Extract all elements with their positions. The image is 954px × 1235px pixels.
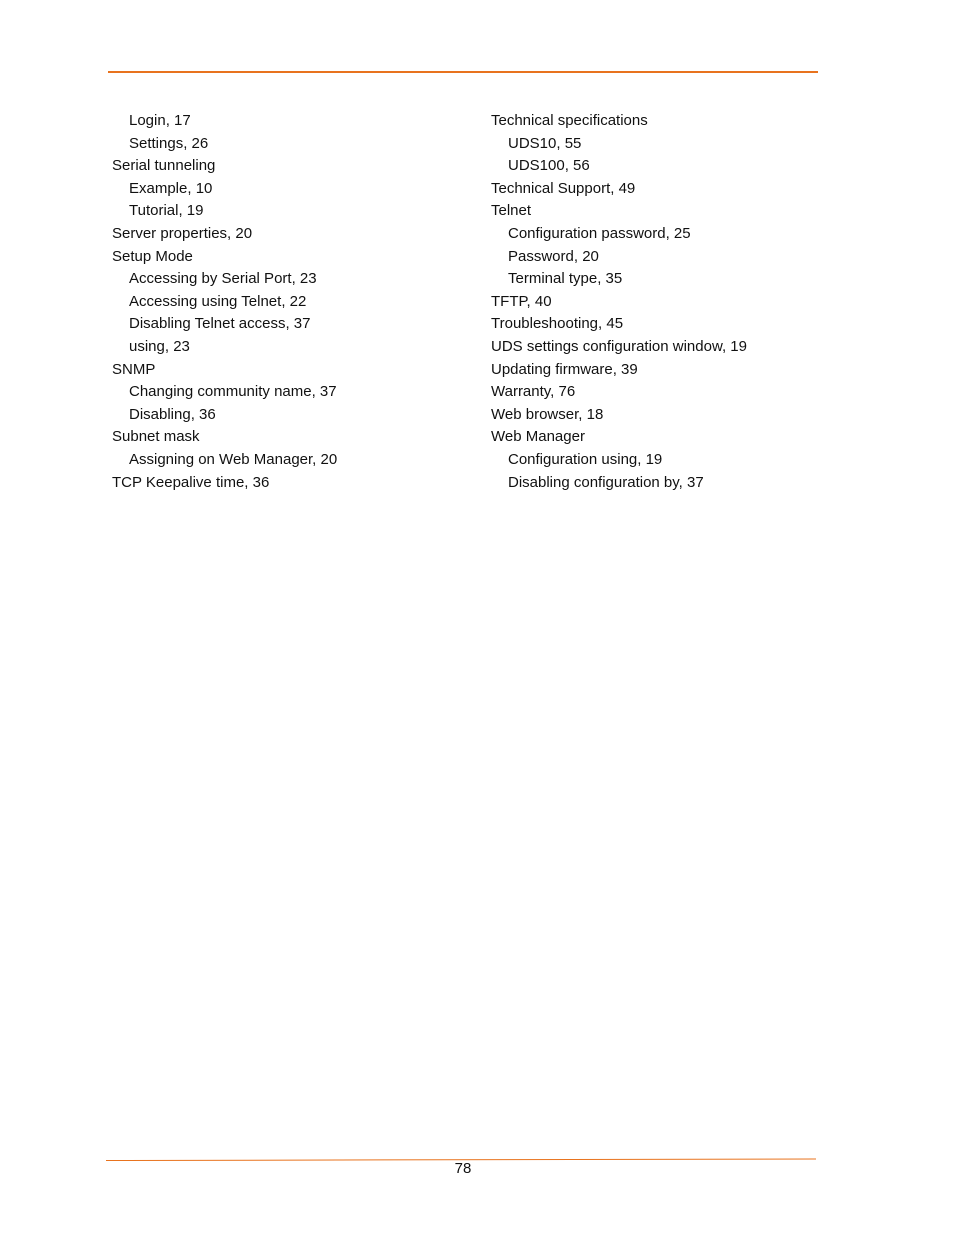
index-column-left	[112, 110, 472, 494]
index-entry: Telnet	[491, 202, 532, 220]
index-subentry: Terminal type, 35	[508, 270, 623, 288]
index-entry: Subnet mask	[112, 428, 200, 446]
index-subentry: Assigning on Web Manager, 20	[129, 450, 338, 468]
index-entry: Updating firmware, 39	[491, 360, 638, 378]
index-subentry: UDS100, 56	[508, 157, 590, 175]
index-subentry: Disabling Telnet access, 37	[129, 315, 311, 333]
index-column-right	[491, 110, 871, 494]
index-entry: Setup Mode	[112, 247, 193, 265]
index-subentry: Disabling, 36	[129, 405, 216, 423]
index-subentry: Accessing by Serial Port, 23	[129, 270, 317, 288]
index-entry: Warranty, 76	[491, 383, 576, 401]
index-subentry: Example, 10	[129, 179, 213, 197]
index-entry: Web browser, 18	[491, 405, 604, 423]
page-number: 78	[454, 1160, 472, 1177]
index-entry: Server properties, 20	[112, 224, 253, 242]
index-entry: Troubleshooting, 45	[491, 315, 624, 333]
index-entry: TCP Keepalive time, 36	[112, 473, 270, 491]
index-entry: UDS settings configuration window, 19	[491, 337, 747, 355]
index-entry: Technical Support, 49	[491, 179, 636, 197]
index-subentry: Changing community name, 37	[129, 383, 337, 401]
index-subentry: using, 23	[129, 337, 190, 355]
index-subentry: Disabling configuration by, 37	[508, 473, 704, 491]
index-subentry: UDS10, 55	[508, 134, 582, 152]
index-entry: SNMP	[112, 360, 156, 378]
index-entry: Serial tunneling	[112, 157, 216, 175]
index-subentry: Login, 17	[129, 112, 191, 129]
index-entry: Technical specifications	[491, 112, 648, 129]
index-subentry: Password, 20	[508, 247, 599, 265]
index-subentry: Configuration using, 19	[508, 450, 663, 468]
index-subentry: Tutorial, 19	[129, 202, 204, 220]
index-entry: TFTP, 40	[491, 292, 552, 310]
header-rule	[108, 71, 818, 73]
index-subentry: Accessing using Telnet, 22	[129, 292, 307, 310]
index-entry: Web Manager	[491, 428, 585, 446]
index-subentry: Configuration password, 25	[508, 224, 691, 242]
index-subentry: Settings, 26	[129, 134, 209, 152]
